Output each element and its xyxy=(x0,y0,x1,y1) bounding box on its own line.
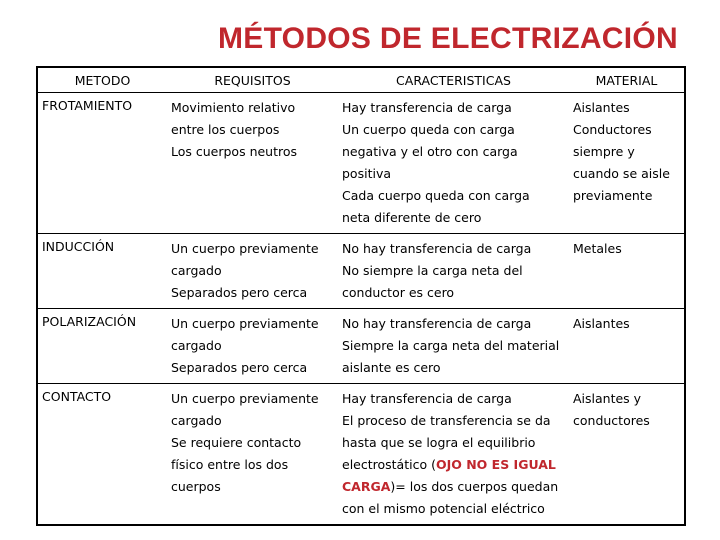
cell-line: cargado xyxy=(171,263,222,278)
cell-line: conductores xyxy=(573,413,650,428)
cell-caracteristicas xyxy=(338,384,569,526)
table-header-row xyxy=(37,67,685,93)
cell-metodo: INDUCCIÓN xyxy=(37,234,167,309)
highlight-text: OJO NO ES IGUAL xyxy=(435,457,556,472)
text-segment: electrostático ( xyxy=(342,457,436,472)
cell-caracteristicas xyxy=(338,93,569,234)
header-metodo: METODO xyxy=(37,67,167,93)
cell-line: con el mismo potencial eléctrico xyxy=(342,501,545,516)
cell-line: Un cuerpo previamente xyxy=(171,391,319,406)
cell-line: Se requiere contacto xyxy=(171,435,302,450)
cell-line: aislante es cero xyxy=(342,360,441,375)
cell-line: siempre y xyxy=(573,144,635,159)
cell-line: Aislantes y xyxy=(573,391,642,406)
cell-caracteristicas xyxy=(338,309,569,384)
cell-line: Hay transferencia de carga xyxy=(342,391,512,406)
cell-caracteristicas xyxy=(338,234,569,309)
cell-line xyxy=(342,454,565,476)
cell-line: Cada cuerpo queda con carga xyxy=(342,188,530,203)
cell-line: Separados pero cerca xyxy=(171,285,308,300)
cell-line: Un cuerpo queda con carga xyxy=(342,122,515,137)
cell-line: entre los cuerpos xyxy=(171,122,280,137)
header-caracteristicas: CARACTERISTICAS xyxy=(338,67,569,93)
cell-line: Conductores xyxy=(573,122,652,137)
cell-line xyxy=(342,476,565,498)
cell-line: conductor es cero xyxy=(342,285,455,300)
cell-line: neta diferente de cero xyxy=(342,210,482,225)
table-row-induccion xyxy=(37,234,685,309)
cell-line: Metales xyxy=(573,241,622,256)
cell-metodo: FROTAMIENTO xyxy=(37,93,167,234)
cell-line: cargado xyxy=(171,413,222,428)
cell-metodo: POLARIZACIÓN xyxy=(37,309,167,384)
cell-line: Los cuerpos neutros xyxy=(171,144,298,159)
table-row-frotamiento xyxy=(37,93,685,234)
cell-line: cargado xyxy=(171,338,222,353)
cell-requisitos xyxy=(167,384,338,526)
cell-line: Un cuerpo previamente xyxy=(171,316,319,331)
cell-line: Movimiento relativo xyxy=(171,100,296,115)
cell-line: Hay transferencia de carga xyxy=(342,100,512,115)
methods-table xyxy=(36,66,686,526)
cell-material xyxy=(569,93,685,234)
cell-line: El proceso de transferencia se da xyxy=(342,413,551,428)
cell-line: cuerpos xyxy=(171,479,221,494)
cell-line: No siempre la carga neta del xyxy=(342,263,523,278)
cell-line: cuando se aisle xyxy=(573,166,670,181)
cell-line: No hay transferencia de carga xyxy=(342,316,532,331)
slide-title: MÉTODOS DE ELECTRIZACIÓN xyxy=(218,22,678,55)
cell-requisitos xyxy=(167,309,338,384)
cell-material xyxy=(569,309,685,384)
cell-requisitos xyxy=(167,234,338,309)
cell-line: Separados pero cerca xyxy=(171,360,308,375)
highlight-text: CARGA xyxy=(342,479,391,494)
cell-requisitos xyxy=(167,93,338,234)
cell-line: hasta que se logra el equilibrio xyxy=(342,435,536,450)
cell-line: positiva xyxy=(342,166,391,181)
header-requisitos: REQUISITOS xyxy=(167,67,338,93)
cell-line: Un cuerpo previamente xyxy=(171,241,319,256)
cell-line: previamente xyxy=(573,188,653,203)
table-row-polarizacion xyxy=(37,309,685,384)
table-row-contacto xyxy=(37,384,685,526)
cell-line: negativa y el otro con carga xyxy=(342,144,518,159)
cell-line: Siempre la carga neta del material xyxy=(342,338,560,353)
header-material: MATERIAL xyxy=(569,67,685,93)
cell-line: Aislantes xyxy=(573,316,630,331)
text-segment: )= los dos cuerpos quedan xyxy=(390,479,559,494)
cell-material xyxy=(569,384,685,526)
cell-material xyxy=(569,234,685,309)
cell-line: No hay transferencia de carga xyxy=(342,241,532,256)
cell-line: Aislantes xyxy=(573,100,630,115)
cell-metodo: CONTACTO xyxy=(42,389,112,404)
cell-line: físico entre los dos xyxy=(171,457,289,472)
